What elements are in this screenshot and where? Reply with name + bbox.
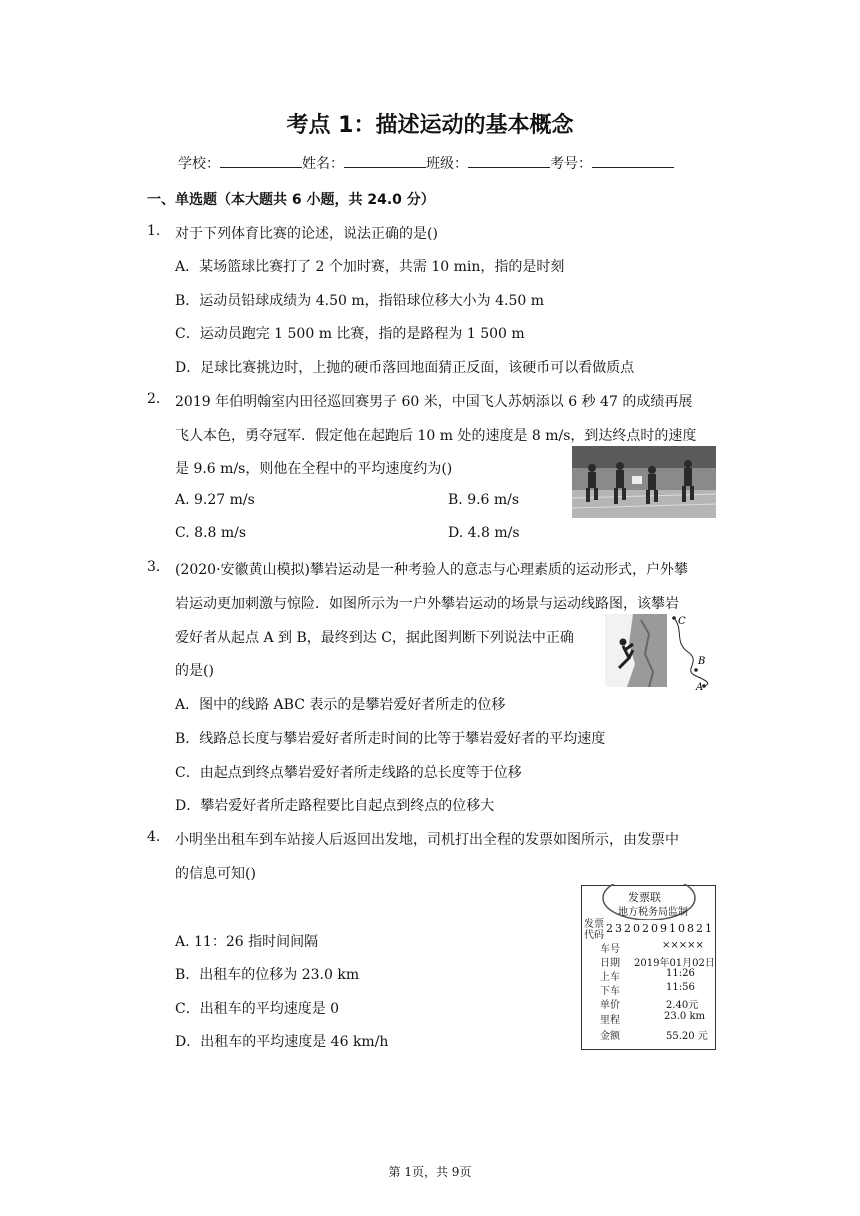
name-label: 姓名： [302, 156, 344, 172]
receipt-value-board: 11:26 [666, 968, 695, 979]
q1-option-c: C．运动员跑完 1 500 m 比赛，指的是路程为 1 500 m [175, 326, 525, 342]
page-title: 考点 1：描述运动的基本概念 [286, 113, 574, 138]
section-heading: 一、单选题（本大题共 6 小题，共 24.0 分） [147, 192, 435, 208]
class-label: 班级： [426, 156, 468, 172]
q3-line-1: (2020·安徽黄山模拟)攀岩运动是一种考验人的意志与心理素质的运动形式，户外攀 [175, 562, 689, 578]
q2-line-2: 飞人本色，勇夺冠军．假定他在起跑后 10 m 处的速度是 8 m/s，到达终点时的速度 [175, 428, 697, 444]
route-label-a: A [696, 682, 704, 690]
receipt-label-board: 上车 [600, 972, 620, 983]
receipt-label-distance: 里程 [600, 1015, 620, 1026]
receipt-value-date: 2019年01月02日 [634, 958, 715, 969]
invoice-code: 232020910821 [606, 922, 714, 935]
q2-line-1: 2019 年伯明翰室内田径巡回赛男子 60 米，中国飞人苏炳添以 6 秒 47 的成绩再展 [175, 394, 693, 410]
q3-option-d: D．攀岩爱好者所走路程要比自起点到终点的位移大 [175, 798, 495, 814]
stamp-subtitle: 地方税务局监制 [618, 907, 688, 918]
rock-climbing-photo [605, 614, 667, 687]
receipt-label-alight: 下车 [600, 986, 620, 997]
q3-option-a: A．图中的线路 ABC 表示的是攀岩爱好者所走的位移 [175, 697, 506, 713]
q3-line-4: 的是() [175, 663, 214, 679]
q1-option-a: A．某场篮球比赛打了 2 个加时赛，共需 10 min，指的是时刻 [175, 259, 565, 275]
class-blank[interactable] [468, 155, 550, 168]
receipt-value-amount: 55.20 元 [666, 1031, 708, 1042]
q1-option-b: B．运动员铅球成绩为 4.50 m，指铅球位移大小为 4.50 m [175, 293, 544, 309]
receipt-value-plate: ××××× [662, 940, 704, 951]
school-blank[interactable] [220, 155, 302, 168]
taxi-receipt [581, 885, 716, 1050]
q4-option-c: C．出租车的平均速度是 0 [175, 1001, 340, 1017]
receipt-value-alight: 11:56 [666, 982, 695, 993]
sprint-race-photo [572, 446, 716, 518]
q4-line-1: 小明坐出租车到车站接人后返回出发地，司机打出全程的发票如图所示，由发票中 [175, 832, 679, 848]
name-blank[interactable] [344, 155, 426, 168]
q3-line-2: 岩运动更加刺激与惊险．如图所示为一户外攀岩运动的场景与运动线路图，该攀岩 [175, 596, 679, 612]
q4-option-b: B．出租车的位移为 23.0 km [175, 967, 360, 983]
route-label-b: B [698, 656, 706, 667]
q1-option-d: D．足球比赛挑边时，上抛的硬币落回地面猜正反面，该硬币可以看做质点 [175, 360, 635, 376]
q2-option-c: C. 8.8 m/s [175, 525, 247, 541]
q2-option-d: D. 4.8 m/s [448, 525, 520, 541]
receipt-label-date: 日期 [600, 958, 620, 969]
exam-no-label: 考号： [550, 156, 592, 172]
q3-option-c: C．由起点到终点攀岩爱好者所走线路的总长度等于位移 [175, 765, 522, 781]
stamp-title: 发票联 [628, 891, 661, 904]
q4-option-d: D．出租车的平均速度是 46 km/h [175, 1034, 389, 1050]
q3-option-b: B．线路总长度与攀岩爱好者所走时间的比等于攀岩爱好者的平均速度 [175, 731, 606, 747]
q3-line-3: 爱好者从起点 A 到 B，最终到达 C，据此图判断下列说法中正确 [175, 630, 574, 646]
q4-option-a: A. 11：26 指时间间隔 [175, 934, 319, 950]
invoice-code-label-2: 代码 [584, 930, 604, 941]
q1-stem: 对于下列体育比赛的论述，说法正确的是() [175, 226, 438, 242]
receipt-value-distance: 23.0 km [664, 1011, 705, 1022]
q4-number: 4. [147, 829, 161, 845]
q2-option-b: B. 9.6 m/s [448, 492, 520, 508]
receipt-label-plate: 车号 [600, 944, 620, 955]
exam-no-blank[interactable] [592, 155, 674, 168]
receipt-label-price: 单价 [600, 1000, 620, 1011]
route-label-c: C [678, 616, 686, 627]
climbing-route-diagram [670, 612, 722, 690]
q2-number: 2. [147, 391, 161, 407]
q1-number: 1. [147, 223, 161, 239]
page-footer: 第 1页，共 9页 [388, 1165, 472, 1179]
receipt-value-price: 2.40元 [666, 1000, 699, 1011]
receipt-label-amount: 金额 [600, 1031, 620, 1042]
school-label: 学校： [178, 156, 220, 172]
q2-line-3: 是 9.6 m/s，则他在全程中的平均速度约为() [175, 461, 453, 477]
invoice-code-label-1: 发票 [584, 919, 604, 930]
student-info [178, 153, 674, 173]
q3-number: 3. [147, 559, 161, 575]
q4-line-2: 的信息可知() [175, 866, 256, 882]
q2-option-a: A. 9.27 m/s [175, 492, 255, 508]
